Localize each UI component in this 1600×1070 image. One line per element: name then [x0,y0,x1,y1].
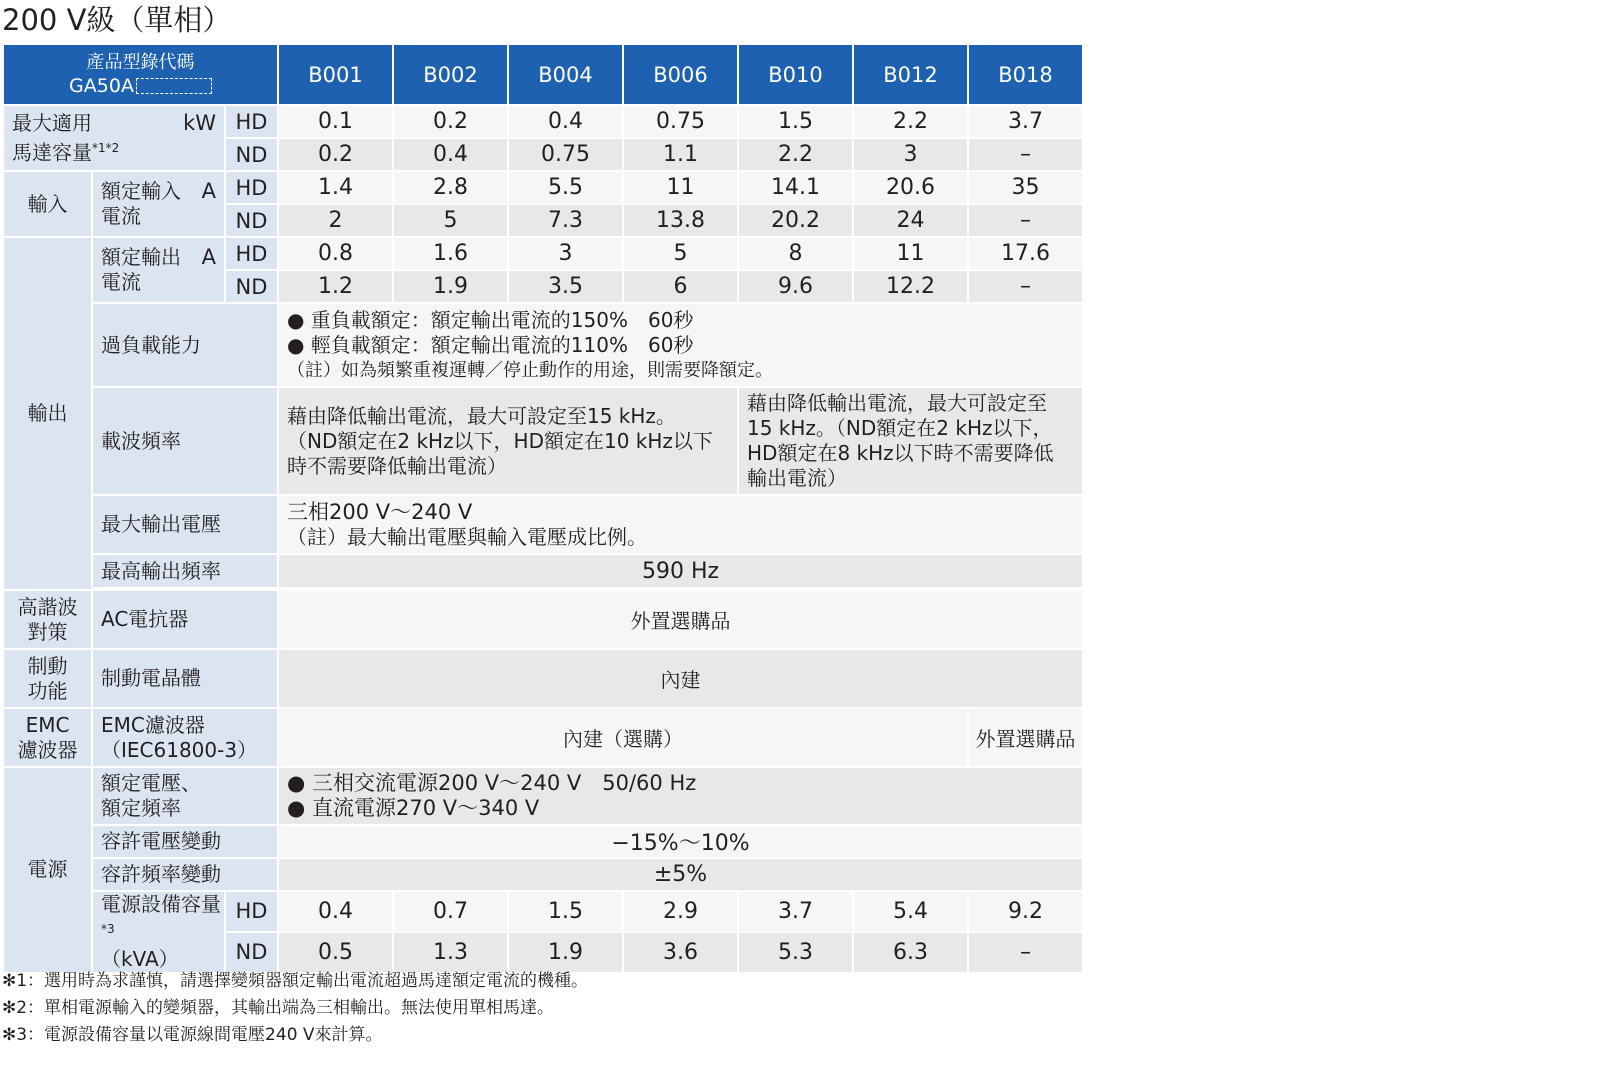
table-cell: 3.5 [508,270,623,303]
max-voltage-value [278,495,1083,554]
power-group-label: 電源 [3,767,92,973]
emc-group-line: 濾波器 [17,737,78,762]
emc-value-main: 內建（選購） [278,708,968,767]
hd-label: HD [225,891,278,932]
overload-note: （註）如為頻繁重複運轉／停止動作的用途，則需要降額定。 [287,359,773,381]
table-cell: 0.7 [393,891,508,932]
table-row [3,708,1083,767]
table-cell: 1.6 [393,237,508,270]
capacity-label-line: 電源設備容量 [101,892,221,916]
output-unit: A [201,245,216,269]
hd-label: HD [225,105,278,138]
brake-transistor-label: 制動電晶體 [92,649,278,708]
carrier-line: 時不需要降低輸出電流） [287,453,507,478]
table-cell: 5.4 [853,891,968,932]
max-voltage-note: （註）最大輸出電壓與輸入電壓成比例。 [287,524,647,549]
page-title: 200 V級（單相） [2,3,232,37]
table-cell: 0.2 [278,138,393,171]
table-cell: 5.3 [738,932,853,973]
table-cell: 0.5 [278,932,393,973]
rated-voltage-value [278,767,1083,825]
footnote: ✻2：單相電源輸入的變頻器，其輸出端為三相輸出。無法使用單相馬達。 [2,998,555,1018]
footnotes [2,968,588,1049]
table-cell: 0.2 [393,105,508,138]
max-voltage-line: 三相200 V～240 V [287,499,473,524]
table-row [3,495,1083,554]
table-row [3,649,1083,708]
table-cell: 7.3 [508,204,623,237]
input-group-label: 輸入 [3,171,92,237]
table-row [3,590,1083,649]
hd-label: HD [225,171,278,204]
ac-reactor-label: AC電抗器 [92,590,278,649]
table-row [3,171,1083,204]
model-header: B006 [623,44,738,105]
table-cell: 3 [853,138,968,171]
table-cell: 2.2 [738,138,853,171]
table-cell: 1.5 [738,105,853,138]
table-cell: 24 [853,204,968,237]
table-row [3,303,1083,387]
model-header: B002 [393,44,508,105]
braking-group-label [3,649,92,708]
table-cell: 0.1 [278,105,393,138]
table-cell: 12.2 [853,270,968,303]
model-header: B012 [853,44,968,105]
carrier-value-b018 [738,387,1083,495]
table-cell: 0.75 [508,138,623,171]
table-cell: 3.6 [623,932,738,973]
max-freq-label: 最高輸出頻率 [92,554,278,588]
note-ref: *3 [101,922,115,936]
carrier-line: 藉由降低輸出電流，最大可設定至15 kHz。 [287,403,676,428]
emc-filter-label [92,708,278,767]
table-cell: 6 [623,270,738,303]
output-label-line2: 電流 [101,270,141,294]
table-cell: 8 [738,237,853,270]
harmonic-group-label [3,590,92,649]
emc-label-line: EMC濾波器 [101,712,205,737]
rated-voltage-label [92,767,278,825]
table-cell: 3.7 [738,891,853,932]
table-cell: 11 [623,171,738,204]
carrier-line: 輸出電流） [747,466,847,490]
emc-value-b018: 外置選購品 [968,708,1083,767]
table-cell: – [968,138,1083,171]
model-header: B018 [968,44,1083,105]
table-cell: 1.4 [278,171,393,204]
table-cell: 20.2 [738,204,853,237]
nd-label: ND [225,138,278,171]
table-cell: 3.7 [968,105,1083,138]
table-cell: – [968,204,1083,237]
table-row [3,387,1083,495]
nd-label: ND [225,270,278,303]
table-row [3,891,1083,932]
note-ref: *1*2 [92,140,120,155]
max-motor-label-line2: 馬達容量 [12,140,92,165]
table-cell: 9.2 [968,891,1083,932]
table-row [3,767,1083,825]
table-cell: 13.8 [623,204,738,237]
overload-label: 過負載能力 [92,303,278,387]
table-cell: 1.5 [508,891,623,932]
table-cell: 1.3 [393,932,508,973]
rated-line: ● 直流電源270 V～340 V [287,796,540,820]
table-row [3,554,1083,588]
voltage-variation-label: 容許電壓變動 [92,825,278,858]
model-header: B004 [508,44,623,105]
table-cell: 3 [508,237,623,270]
carrier-label: 載波頻率 [92,387,278,495]
carrier-line: 藉由降低輸出電流，最大可設定至 [747,391,1047,415]
ac-reactor-value: 外置選購品 [278,590,1083,649]
max-freq-value: 590 Hz [278,554,1083,588]
table-cell: 1.1 [623,138,738,171]
hd-label: HD [225,237,278,270]
table-cell: 11 [853,237,968,270]
braking-group-line: 功能 [27,678,68,703]
table-cell: 0.8 [278,237,393,270]
table-cell: 5 [393,204,508,237]
nd-label: ND [225,932,278,973]
table-cell: 5 [623,237,738,270]
table-row [3,105,1083,138]
table-cell: 20.6 [853,171,968,204]
table-cell: 2.8 [393,171,508,204]
output-group-label: 輸出 [3,237,92,590]
table-cell: 0.4 [508,105,623,138]
table-cell: 6.3 [853,932,968,973]
footnote: ✻1：選用時為求謹慎，請選擇變頻器額定輸出電流超過馬達額定電流的機種。 [2,971,589,991]
table-cell: 1.2 [278,270,393,303]
table-cell: 17.6 [968,237,1083,270]
harmonic-group-line: 對策 [27,619,68,644]
table-cell: 1.9 [508,932,623,973]
overload-line: ● 輕負載額定：額定輸出電流的110% 60秒 [287,332,694,357]
table-row [3,825,1083,858]
overload-line: ● 重負載額定：額定輸出電流的150% 60秒 [287,307,694,332]
output-current-label [92,237,225,303]
table-cell: 14.1 [738,171,853,204]
table-cell: 0.4 [393,138,508,171]
header-row [3,44,1083,105]
max-motor-unit: kW [183,110,216,135]
input-unit: A [201,179,216,203]
voltage-variation-value: −15%～10% [278,825,1083,858]
model-code-header [3,44,278,105]
brake-transistor-value: 內建 [278,649,1083,708]
table-cell: – [968,270,1083,303]
footnote: ✻3：電源設備容量以電源線間電壓240 V來計算。 [2,1025,383,1045]
input-label-line2: 電流 [101,204,141,228]
freq-variation-value: ±5% [278,858,1083,891]
rated-line: ● 三相交流電源200 V～240 V 50/60 Hz [287,771,697,795]
table-cell: 1.9 [393,270,508,303]
table-cell: – [968,932,1083,973]
table-cell: 0.4 [278,891,393,932]
table-cell: 0.75 [623,105,738,138]
carrier-line: 15 kHz。（ND額定在2 kHz以下， [747,416,1053,440]
rated-label-line: 額定頻率 [101,796,181,820]
table-cell: 35 [968,171,1083,204]
table-cell: 5.5 [508,171,623,204]
carrier-line: HD額定在8 kHz以下時不需要降低 [747,441,1054,465]
max-motor-label [3,105,225,171]
spec-table [2,43,1084,974]
model-header: B001 [278,44,393,105]
table-cell: 9.6 [738,270,853,303]
overload-value [278,303,1083,387]
output-label-line1: 額定輸出 [101,245,181,269]
harmonic-group-line: 高諧波 [17,594,78,619]
input-label-line1: 額定輸入 [101,179,181,203]
model-header: B010 [738,44,853,105]
emc-group-line: EMC [25,712,70,737]
emc-label-line: （IEC61800-3） [101,737,258,762]
emc-group-label [3,708,92,767]
table-cell: 2.2 [853,105,968,138]
power-capacity-label [92,891,225,973]
capacity-label-line: （kVA） [101,946,179,971]
braking-group-line: 制動 [27,653,68,678]
table-row [3,237,1083,270]
nd-label: ND [225,204,278,237]
rated-label-line: 額定電壓、 [101,771,201,795]
max-motor-label-line1: 最大適用 [12,110,92,135]
model-code-prefix: GA50A [69,74,134,97]
max-voltage-label: 最大輸出電壓 [92,495,278,554]
input-current-label [92,171,225,237]
carrier-line: （ND額定在2 kHz以下，HD額定在10 kHz以下 [287,428,713,453]
carrier-value-main [278,387,738,495]
model-code-label: 產品型錄代碼 [86,51,195,73]
freq-variation-label: 容許頻率變動 [92,858,278,891]
table-row [3,858,1083,891]
table-cell: 2 [278,204,393,237]
code-placeholder-box [136,78,212,94]
table-cell: 2.9 [623,891,738,932]
